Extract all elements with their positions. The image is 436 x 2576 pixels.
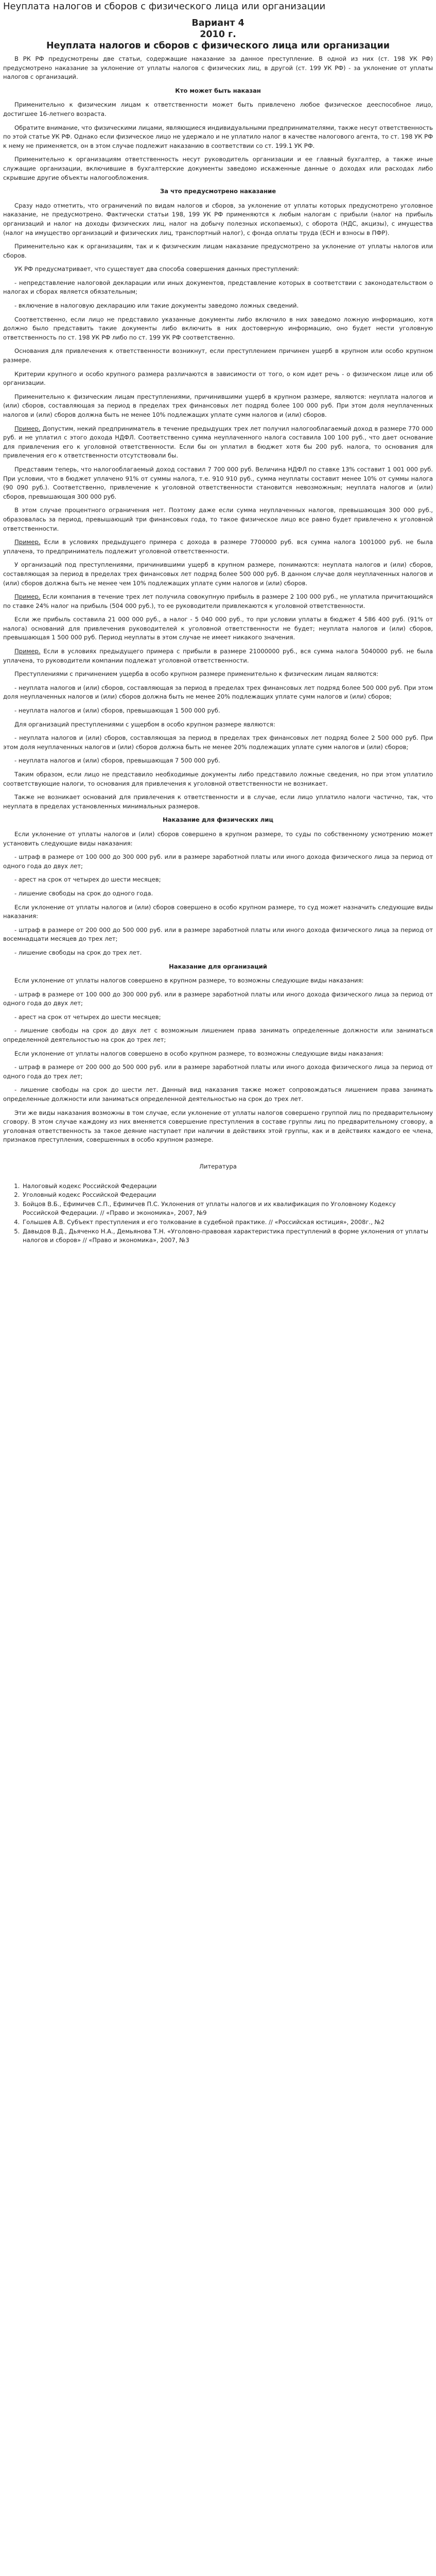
literature-item: 5. Давыдов В.Д., Дьяченко Н.А., Демьянова Т.Н. «Уголовно-правовая характеристика преступлений в форме уклонения от уплаты налогов и сборов» // «Право и экономика», 2007, №3: [22, 1227, 433, 1245]
section-heading: Наказание для физических лиц: [162, 816, 274, 824]
paragraph: Также не возникает оснований для привлечения к ответственности и в случае, если лицо уплатило налоги частично, так, что неуплата в пределах установленных минимальных размеров.: [3, 793, 433, 810]
paragraph: Критерии крупного и особо крупного размера различаются в зависимости от того, о ком идет речь - о физическом лице или об организации.: [3, 370, 433, 387]
variant-label: Вариант 4: [191, 18, 245, 28]
literature-item: 4. Голышев А.В. Субъект преступления и его толкование в судебной практике. // «Российская юстиция», 2008г., №2: [22, 1218, 433, 1227]
document-heading: Неуплата налогов и сборов с физического лица или организации: [46, 41, 390, 51]
paragraph: Обратите внимание, что физическими лицами, являющиеся индивидуальными предпринимателями, также несут ответственность по этой статье УК РФ. Однако если физическое лицо не удержало и не уплатило налог в качестве налогового агента, то ст. 198 УК РФ к нему не применяется, он в этом случае подлежит наказанию в соответствии со ст. 199.1 УК РФ.: [3, 124, 433, 149]
example-paragraph: [3, 592, 433, 611]
paragraph: Для организаций преступлениями с ущербом в особо крупном размере являются:: [14, 720, 275, 728]
paragraph: Если же прибыль составила 21 000 000 руб., а налог - 5 040 000 руб., то при условии уплаты в бюджет 4 586 400 руб. (91% от налога) оснований для привлечения руководителей к уголовной ответственности не будет; неуплата налогов и (или) сборов, превышающая 1 500 000 руб. Период неуплаты в этом случае не имеет никакого значения.: [3, 616, 433, 641]
paragraph: В РК РФ предусмотрены две статьи, содержащие наказание за данное преступление. В одной из них (ст. 198 УК РФ) предусмотрено наказание за уклонение от уплаты налогов с физических лиц, в другой (ст. 199 УК РФ) - за уклонение от уплаты налогов с организаций.: [3, 55, 433, 81]
paragraph: - штраф в размере от 200 000 до 500 000 руб. или в размере заработной платы или иного дохода физического лица за период от одного года до трех лет;: [3, 1063, 433, 1080]
paragraph: Эти же виды наказания возможны в том случае, если уклонение от уплаты налогов совершено группой лиц по предварительному сговору. В этом случае каждому из них вменяется совершение преступления в составе группы лиц по предварительному сговору, а уголовная ответственность за такое деяние наступает при наличии в действиях этой группы, как и в действиях каждого ее члена, признаков преступления, совершенных в особо крупном размере.: [3, 1109, 433, 1144]
paragraph: У организаций под преступлениями, причинившими ущерб в крупном размере, понимаются: неуплата налогов и (или) сборов, составляющая за период в пределах трех финансовых лет подряд более 500 000 руб. В данном случае доля неуплаченных налогов и (или) сборов должна быть не менее чем 10% подлежащих уплате сумм налогов и (или) сборов.: [3, 561, 433, 587]
section-heading: Наказание для организаций: [169, 962, 267, 970]
paragraph-text: Если в условиях предыдущего примера с дохода в размере 7700000 руб. вся сумма налога 1001000 руб. не была уплачена, то предприниматель подлежит уголовной ответственности.: [3, 538, 433, 555]
paragraph: Сразу надо отметить, что ограничений по видам налогов и сборов, за уклонение от уплаты которых предусмотрено уголовное наказание, не предусмотрено. Фактически статьи 198, 199 УК РФ применяются к любым налогам с прибыли (налог на прибыль организаций и налог на доходы физических лиц, налог на добычу полезных ископаемых), с оборота (НДС, акцизы), с имущества (налог на имущество организаций и физических лиц, транспортный налог), с фонда оплаты труда (ЕСН и взносы в ПФР).: [3, 201, 433, 236]
paragraph: - арест на срок от четырех до шести месяцев;: [14, 1013, 161, 1021]
section-heading: За что предусмотрено наказание: [160, 188, 276, 195]
paragraph: - штраф в размере от 200 000 до 500 000 руб. или в размере заработной платы или иного дохода физического лица за период от восемнадцати месяцев до трех лет;: [3, 926, 433, 943]
document-body: [3, 55, 433, 1145]
paragraph: - лишение свободы на срок до трех лет.: [14, 948, 142, 956]
literature-heading: Литература: [199, 1163, 237, 1170]
example-paragraph: [3, 425, 433, 461]
literature-item: 1. Налоговый кодекс Российской Федерации: [22, 1182, 433, 1191]
paragraph: Если уклонение от уплаты налогов совершено в крупном размере, то возможны следующие виды наказания:: [14, 977, 364, 985]
example-label: Пример.: [14, 648, 41, 655]
paragraph: - неуплата налогов и (или) сборов, составляющая за период в пределах трех финансовых лет подряд более 2 500 000 руб. При этом доля неуплаченных налогов и (или) сборов должна быть не менее 20% подлежащих уплате сумм налогов и (или) сборов;: [3, 734, 433, 751]
paragraph: - включение в налоговую декларацию или такие документы заведомо ложных сведений.: [14, 302, 299, 310]
section-heading: Кто может быть наказан: [175, 87, 261, 94]
paragraph: Преступлениями с причинением ущерба в особо крупном размере применительно к физическим лицам являются:: [14, 670, 378, 678]
paragraph: - арест на срок от четырех до шести месяцев;: [14, 876, 161, 884]
paragraph: - неуплата налогов и (или) сборов, составляющая за период в пределах трех финансовых лет подряд более 500 000 руб. При этом доля неуплаченных налогов и (или) сборов должна быть не менее 20% подлежащих уплате сумм налогов и (или) сборов;: [3, 684, 433, 701]
paragraph: - штраф в размере от 100 000 до 300 000 руб. или в размере заработной платы или иного дохода физического лица за период от одного года до двух лет;: [3, 853, 433, 870]
paragraph: Основания для привлечения к ответственности возникнут, если преступлением причинен ущерб в крупном или особо крупном размере.: [3, 347, 433, 364]
paragraph-text: Если компания в течение трех лет получила совокупную прибыль в размере 2 100 000 руб., не уплатила причитающийся по ставке 24% налог на прибыль (504 000 руб.), то ее руководители привлекаются к уголовной ответственности.: [3, 593, 433, 609]
paragraph: - неуплата налогов и (или) сборов, превышающая 7 500 000 руб.: [14, 757, 220, 765]
paragraph: УК РФ предусматривает, что существует два способа совершения данных преступлений:: [14, 265, 299, 273]
example-paragraph: [3, 647, 433, 665]
paragraph: Если уклонение от уплаты налогов и (или) сборов совершено в крупном размере, то суды по собственному усмотрению может установить следующие виды наказания:: [3, 830, 433, 847]
paragraph: - неуплата налогов и (или) сборов, превышающая 1 500 000 руб.: [14, 707, 220, 715]
paragraph: Применительно как к организациям, так и к физическим лицам наказание предусмотрено за уклонение от уплаты налогов или сборов.: [3, 243, 433, 259]
literature-list: [3, 1182, 433, 1245]
paragraph-text: Если в условиях предыдущего примера с прибыли в размере 21000000 руб., вся сумма налога 5040000 руб. не была уплачена, то руководители компании подлежат уголовной ответственности.: [3, 648, 433, 664]
example-paragraph: [3, 538, 433, 556]
paragraph: - штраф в размере от 100 000 до 300 000 руб. или в размере заработной платы или иного дохода физического лица за период от одного года до двух лет;: [3, 990, 433, 1007]
page-title: Неуплата налогов и сборов с физического лица или организации: [3, 1, 326, 12]
literature-item: 3. Бойцов В.Б., Ефимичев С.П., Ефимичев П.С. Уклонения от уплаты налогов и их квалификация по Уголовному Кодексу Российской Федерации. // «Право и экономика», 2007, №9: [22, 1200, 433, 1218]
example-label: Пример.: [14, 593, 41, 601]
paragraph-text: Допустим, некий предприниматель в течение предыдущих трех лет получил налогооблагаемый доход в размере 770 000 руб. и не уплатил с этого дохода НДФЛ. Соответственно сумма неуплаченного налога составила 100 100 руб., что дает основание для привлечения его к уголовной ответственности. Если бы он уплатил в бюджет хотя бы 200 руб. налога, то основания для привлечения его к ответственности отсутствовали бы.: [3, 425, 433, 460]
paragraph: В этом случае процентного ограничения нет. Поэтому даже если сумма неуплаченных налогов, превышающая 300 000 руб., образовалась за период, превышающий три финансовых года, то такое физическое лицо все равно будет привлечено к уголовной ответственности.: [3, 506, 433, 532]
paragraph: - лишение свободы на срок до шести лет. Данный вид наказания также может сопровождаться лишением права занимать определенные должности или заниматься определенной деятельностью на срок до трех лет.: [3, 1086, 433, 1103]
paragraph: - лишение свободы на срок до двух лет с возможным лишением права занимать определенные должности или заниматься определенной деятельностью на срок до трех лет;: [3, 1027, 433, 1044]
paragraph: Применительно к организациям ответственность несут руководитель организации и ее главный бухгалтер, а также иные служащие организации, включившие в бухгалтерские документы заведомо искаженные данные о доходах или расходах либо скрывшие другие объекты налогообложения.: [3, 156, 433, 181]
document-page: [0, 0, 436, 1245]
literature-item: 2. Уголовный кодекс Российской Федерации: [22, 1191, 433, 1200]
year-label: 2010 г.: [200, 29, 236, 40]
paragraph: Применительно к физическим лицам преступлениями, причинившими ущерб в крупном размере, являются: неуплата налогов и (или) сборов, составляющая за период в пределах трех финансовых лет подряд более 100 000 руб. При этом доля неуплаченных налогов и (или) сборов должна быть не менее 10% подлежащих уплате сумм налогов и (или) сборов.: [3, 393, 433, 418]
example-label: Пример.: [14, 538, 41, 546]
paragraph: Применительно к физическим лицам к ответственности может быть привлечено любое физическое дееспособное лицо, достигшее 16-летнего возраста.: [3, 101, 433, 117]
example-label: Пример.: [14, 425, 41, 432]
paragraph: Представим теперь, что налогооблагаемый доход составил 7 700 000 руб. Величина НДФЛ по ставке 13% составит 1 001 000 руб. При условии, что в бюджет уплачено 91% от суммы налога, т.е. 910 910 руб., сумма неуплаты составит менее 10% от суммы налога (90 090 руб.). Соответственно, привлечение к уголовной ответственности становится невозможным; неуплата налогов и (или) сборов, превышающая 300 000 руб.: [3, 465, 433, 500]
paragraph: Таким образом, если лицо не представило необходимые документы либо представило ложные сведения, но при этом уплатило соответствующие налоги, то основания для привлечения к уголовной ответственности не возникает.: [3, 771, 433, 787]
paragraph: Соответственно, если лицо не представило указанные документы либо включило в них заведомо ложную информацию, хотя должно было представить такие документы либо включить в них достоверную информацию, оно будет нести уголовную ответственность по ст. 198 УК РФ либо по ст. 199 УК РФ соответственно.: [3, 315, 433, 341]
paragraph: - непредставление налоговой декларации или иных документов, представление которых в соответствии с законодательством о налогах и сборах является обязательным;: [3, 279, 433, 296]
paragraph: Если уклонение от уплаты налогов и (или) сборов совершено в особо крупном размере, то суд может назначить следующие виды наказания:: [3, 903, 433, 920]
paragraph: Если уклонение от уплаты налогов совершено в особо крупном размере, то возможны следующие виды наказания:: [14, 1049, 383, 1057]
paragraph: - лишение свободы на срок до одного года.: [14, 889, 153, 897]
